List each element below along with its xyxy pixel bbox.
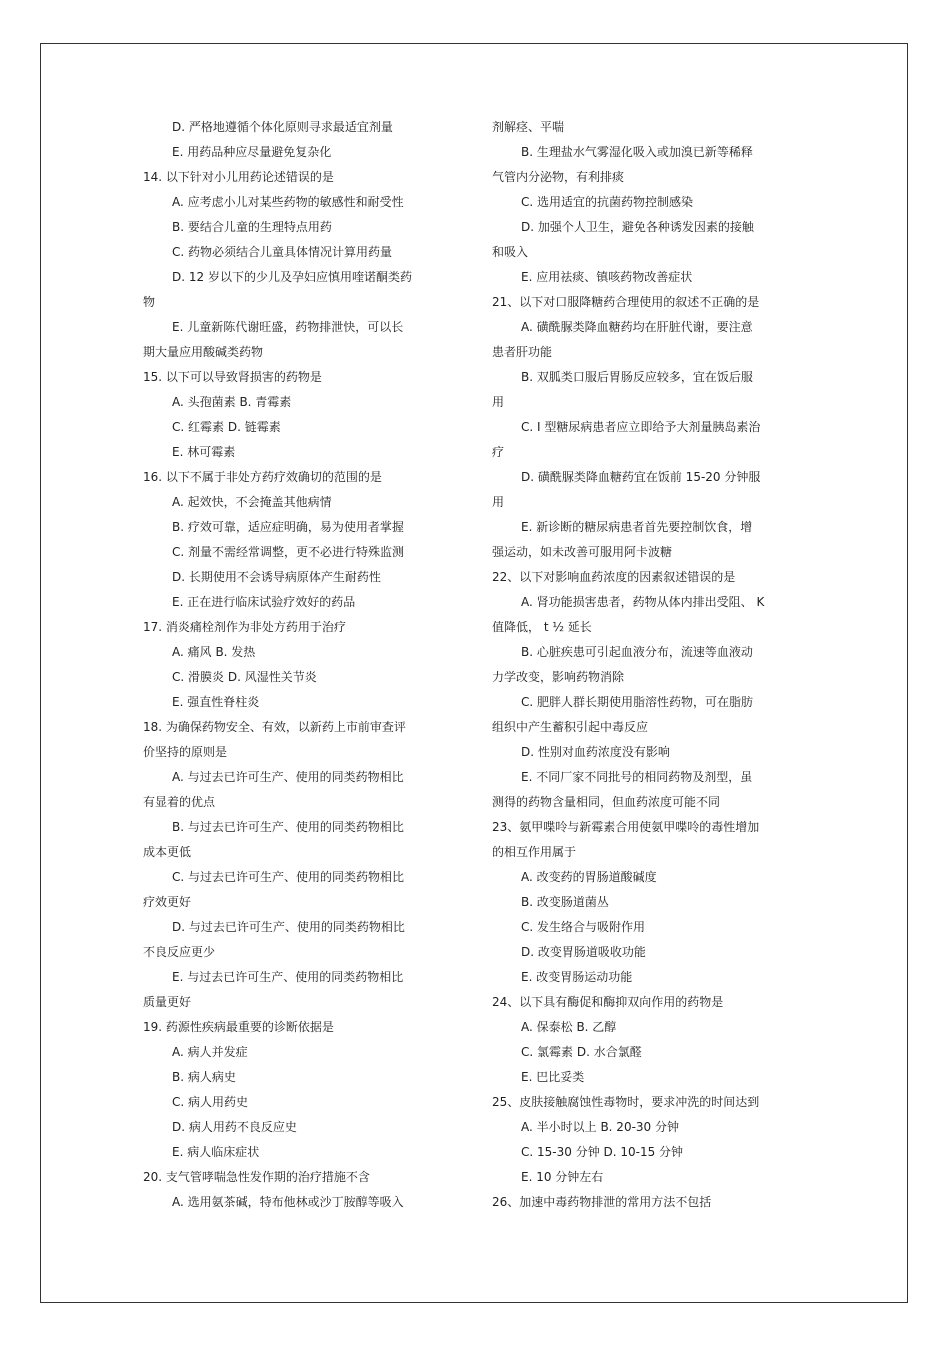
text-line: B. 病人病史 — [172, 1070, 236, 1084]
text-line: 强运动，如未改善可服用阿卡波糖 — [492, 545, 673, 559]
text-line: C. 选用适宜的抗菌药物控制感染 — [521, 195, 694, 209]
text-line: D. 12 岁以下的少儿及孕妇应慎用喹诺酮类药 — [172, 270, 412, 284]
text-line: A. 半小时以上 B. 20-30 分钟 — [521, 1120, 679, 1134]
text-line: 24、以下具有酶促和酶抑双向作用的药物是 — [492, 995, 724, 1009]
text-line: E. 10 分钟左右 — [521, 1170, 604, 1184]
text-line: D. 加强个人卫生，避免各种诱发因素的接触 — [521, 220, 754, 234]
text-line: 疗效更好 — [143, 895, 192, 909]
text-line: 质量更好 — [143, 995, 192, 1009]
text-line: E. 不同厂家不同批号的相同药物及剂型，虽 — [521, 770, 753, 784]
text-line: E. 病人临床症状 — [172, 1145, 260, 1159]
text-line: A. 保泰松 B. 乙醇 — [521, 1020, 617, 1034]
text-line: E. 用药品种应尽量避免复杂化 — [172, 145, 332, 159]
text-line: 值降低， t ½ 延长 — [492, 620, 592, 634]
text-line: D. 磺酰脲类降血糖药宜在饭前 15-20 分钟服 — [521, 470, 761, 484]
left-column — [143, 115, 431, 1215]
text-line: B. 要结合儿童的生理特点用药 — [172, 220, 332, 234]
text-line: E. 巴比妥类 — [521, 1070, 585, 1084]
text-line: C. 病人用药史 — [172, 1095, 249, 1109]
text-line: E. 强直性脊柱炎 — [172, 695, 260, 709]
text-line: A. 痛风 B. 发热 — [172, 645, 256, 659]
text-line: 物 — [143, 295, 156, 309]
text-line: A. 选用氨茶碱，特布他林或沙丁胺醇等吸入 — [172, 1195, 404, 1209]
text-line: 16. 以下不属于非处方药疗效确切的范围的是 — [143, 470, 382, 484]
text-line: E. 应用祛痰、镇咳药物改善症状 — [521, 270, 693, 284]
text-line: 23、氨甲喋呤与新霉素合用使氨甲喋呤的毒性增加 — [492, 820, 760, 834]
text-line: 患者肝功能 — [492, 345, 553, 359]
text-line: E. 与过去已许可生产、使用的同类药物相比 — [172, 970, 404, 984]
text-line: 测得的药物含量相同，但血药浓度可能不同 — [492, 795, 721, 809]
text-line: 用 — [492, 495, 505, 509]
text-line: A. 起效快，不会掩盖其他病情 — [172, 495, 332, 509]
text-line: 期大量应用酸碱类药物 — [143, 345, 264, 359]
text-line: E. 改变胃肠运动功能 — [521, 970, 633, 984]
text-line: 和吸入 — [492, 245, 529, 259]
text-line: 14. 以下针对小儿用药论述错误的是 — [143, 170, 334, 184]
text-line: A. 与过去已许可生产、使用的同类药物相比 — [172, 770, 404, 784]
text-line: E. 林可霉素 — [172, 445, 236, 459]
text-line: 剂解痉、平喘 — [492, 120, 565, 134]
text-line: C. 与过去已许可生产、使用的同类药物相比 — [172, 870, 405, 884]
text-line: 18. 为确保药物安全、有效，以新药上市前审查评 — [143, 720, 406, 734]
text-line: C. 滑膜炎 D. 风湿性关节炎 — [172, 670, 317, 684]
text-line: B. 心脏疾患可引起血液分布，流速等血液动 — [521, 645, 753, 659]
text-line: 26、加速中毒药物排泄的常用方法不包括 — [492, 1195, 712, 1209]
text-line: E. 正在进行临床试验疗效好的药品 — [172, 595, 356, 609]
text-line: 21、以下对口服降糖药合理使用的叙述不正确的是 — [492, 295, 760, 309]
text-line: A. 磺酰脲类降血糖药均在肝脏代谢，要注意 — [521, 320, 753, 334]
text-line: D. 病人用药不良反应史 — [172, 1120, 297, 1134]
text-line: C. 氯霉素 D. 水合氯醛 — [521, 1045, 642, 1059]
text-line: C. 发生络合与吸附作用 — [521, 920, 646, 934]
text-line: 的相互作用属于 — [492, 845, 577, 859]
text-line: 25、皮肤接触腐蚀性毒物时，要求冲洗的时间达到 — [492, 1095, 760, 1109]
text-line: 价坚持的原则是 — [143, 745, 228, 759]
text-line: 力学改变，影响药物消除 — [492, 670, 625, 684]
text-line: 组织中产生蓄积引起中毒反应 — [492, 720, 649, 734]
text-line: E. 儿童新陈代谢旺盛，药物排泄快，可以长 — [172, 320, 404, 334]
text-line: C. 红霉素 D. 链霉素 — [172, 420, 281, 434]
text-line: 15. 以下可以导致肾损害的药物是 — [143, 370, 322, 384]
text-line: B. 生理盐水气雾湿化吸入或加溴已新等稀释 — [521, 145, 753, 159]
text-line: A. 肾功能损害患者，药物从体内排出受阻、 K — [521, 595, 765, 609]
text-line: D. 长期使用不会诱导病原体产生耐药性 — [172, 570, 381, 584]
right-column — [492, 115, 807, 1215]
text-line: E. 新诊断的糖尿病患者首先要控制饮食，增 — [521, 520, 753, 534]
text-line: C. 肥胖人群长期使用脂溶性药物，可在脂肪 — [521, 695, 754, 709]
text-line: 20. 支气管哮喘急性发作期的治疗措施不含 — [143, 1170, 370, 1184]
text-line: 19. 药源性疾病最重要的诊断依据是 — [143, 1020, 334, 1034]
text-line: C. Ⅰ 型糖尿病患者应立即给予大剂量胰岛素治 — [521, 420, 761, 434]
text-line: B. 疗效可靠，适应症明确，易为使用者掌握 — [172, 520, 404, 534]
text-line: 不良反应更少 — [143, 945, 216, 959]
text-line: 17. 消炎痛栓剂作为非处方药用于治疗 — [143, 620, 346, 634]
text-line: D. 改变胃肠道吸收功能 — [521, 945, 646, 959]
text-line: D. 性别对血药浓度没有影响 — [521, 745, 670, 759]
text-line: A. 改变药的胃肠道酸碱度 — [521, 870, 657, 884]
text-line: C. 剂量不需经常调整，更不必进行特殊监测 — [172, 545, 405, 559]
text-line: 有显着的优点 — [143, 795, 216, 809]
text-line: A. 病人并发症 — [172, 1045, 248, 1059]
text-line: A. 应考虑小儿对某些药物的敏感性和耐受性 — [172, 195, 404, 209]
text-line: 成本更低 — [143, 845, 192, 859]
text-line: D. 严格地遵循个体化原则寻求最适宜剂量 — [172, 120, 393, 134]
text-line: B. 改变肠道菌丛 — [521, 895, 609, 909]
text-line: B. 与过去已许可生产、使用的同类药物相比 — [172, 820, 404, 834]
text-line: B. 双胍类口服后胃肠反应较多，宜在饭后服 — [521, 370, 753, 384]
text-line: 22、以下对影响血药浓度的因素叙述错误的是 — [492, 570, 736, 584]
text-line: 疗 — [492, 445, 505, 459]
text-line: 用 — [492, 395, 505, 409]
text-line: C. 药物必须结合儿童具体情况计算用药量 — [172, 245, 393, 259]
text-line: A. 头孢菌素 B. 青霉素 — [172, 395, 292, 409]
text-line: 气管内分泌物，有利排痰 — [492, 170, 625, 184]
text-line: D. 与过去已许可生产、使用的同类药物相比 — [172, 920, 405, 934]
text-line: C. 15-30 分钟 D. 10-15 分钟 — [521, 1145, 684, 1159]
